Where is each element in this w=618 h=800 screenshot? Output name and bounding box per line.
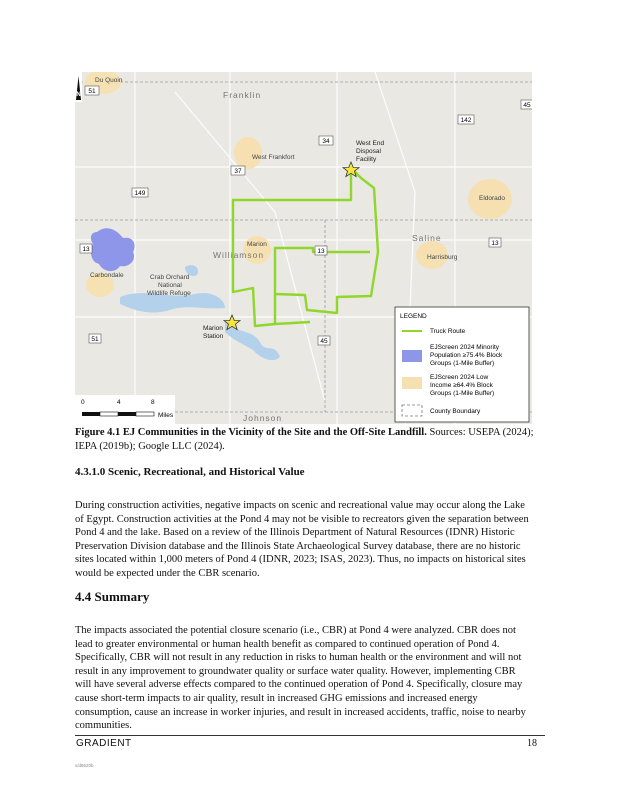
route-37-shield: 37 — [234, 168, 242, 175]
route-34-shield: 34 — [322, 138, 330, 145]
figure-caption-sources-2: IEPA (2019b); Google LLC (2024). — [75, 441, 225, 452]
para1-line: Preservation Division database and the Illinois State Archaeological Survey database, there are no historic — [75, 540, 521, 552]
map-legend — [395, 307, 529, 422]
scale-tick-4: 4 — [117, 399, 121, 406]
section-44-paragraph — [75, 624, 553, 733]
para2-line: communities. — [75, 720, 132, 732]
north-label: N — [76, 92, 81, 98]
scale-bar — [75, 395, 175, 424]
label-saline: Saline — [412, 233, 442, 243]
para2-line: cause short-term impacts to air quality, result in increased GHG emissions and increased energy — [75, 692, 478, 704]
label-west-frankfort: West Frankfort — [252, 154, 295, 161]
para1-line: of Egypt. Construction activities at the Pond 4 may not be visible to recreators given the separation between — [75, 513, 529, 525]
legend-lowincome-swatch — [402, 377, 422, 389]
legend-county: County Boundary — [430, 408, 481, 415]
legend-minority-swatch — [402, 350, 422, 362]
para1-line: sites located within 1,000 meters of Pond 4 (IDNR, 2023; ISAS, 2023). Thus, no impacts on historical sites — [75, 554, 526, 566]
label-carbondale: Carbondale — [90, 272, 124, 279]
route-51-shield: 51 — [88, 88, 96, 95]
legend-lowincome-2: Income ≥64.4% Block — [430, 382, 493, 389]
route-45-south-shield: 45 — [320, 338, 328, 345]
label-crab-orchard-3: Wildlife Refuge — [147, 290, 191, 297]
label-marion: Marion — [247, 241, 267, 248]
label-du-quoin: Du Quoin — [95, 77, 123, 84]
scale-tick-8: 8 — [151, 399, 155, 406]
para2-line: lead to greater environmental or human health benefit as compared to continued operation of Pond 4. — [75, 638, 500, 650]
ej-communities-map — [75, 72, 532, 424]
label-williamson: Williamson — [213, 250, 265, 260]
section-431-paragraph — [75, 499, 553, 581]
route-149-shield: 149 — [134, 190, 146, 197]
label-eldorado: Eldorado — [479, 195, 506, 202]
para2-line: Specifically, CBR will not result in any reduction in risks to human health or the environment and will not — [75, 652, 522, 664]
para1-line: Pond 4 and the lake. Based on a review of the Illinois Department of Natural Resources (IDNR) Historic — [75, 527, 515, 539]
label-west-end-3: Facility — [356, 156, 377, 163]
legend-lowincome-1: EJScreen 2024 Low — [430, 374, 489, 381]
label-marion-station-1: Marion — [203, 325, 223, 332]
label-johnson: Johnson — [243, 413, 283, 423]
figure-caption-label: Figure 4.1 EJ Communities in the Vicinity of the Site and the Off-Site Landfill. — [75, 427, 427, 438]
label-crab-orchard-2: National — [158, 282, 182, 289]
para1-line: During construction activities, negative impacts on scenic and recreational value may occur along the Lake — [75, 500, 525, 511]
scale-tick-0: 0 — [81, 399, 85, 406]
legend-minority-1: EJScreen 2024 Minority — [430, 344, 500, 351]
footer-company: GRADIENT — [76, 738, 132, 749]
para2-line: The impacts associated the potential closure scenario (i.e., CBR) at Pond 4 were analyzed. CBR does not — [75, 625, 516, 636]
legend-county-swatch — [402, 405, 422, 416]
route-13-mid-shield: 13 — [317, 248, 325, 255]
para2-line: consumption, cause an increase in worker injuries, and result in increased accidents, traffic, noise to nearby — [75, 706, 526, 718]
figure-caption — [75, 426, 545, 454]
legend-truck-route: Truck Route — [430, 328, 466, 335]
para2-line: result in any improvement to groundwater quality or surface water quality. However, implementing CBR — [75, 665, 516, 677]
section-44-heading: 4.4 Summary — [75, 589, 150, 604]
route-13-east-shield: 13 — [491, 240, 499, 247]
label-harrisburg: Harrisburg — [427, 254, 458, 261]
label-franklin: Franklin — [223, 90, 262, 100]
legend-title: LEGEND — [400, 313, 427, 320]
legend-minority-2: Population ≥75.4% Block — [430, 352, 503, 359]
scale-unit: Miles — [158, 412, 174, 419]
label-west-end-2: Disposal — [356, 148, 381, 155]
legend-minority-3: Groups (1-Mile Buffer) — [430, 360, 495, 367]
label-marion-station-2: Station — [203, 333, 224, 340]
label-west-end-1: West End — [356, 140, 385, 147]
figure-caption-sources-1: Sources: USEPA (2024); — [426, 427, 534, 438]
route-45-shield: 45 — [523, 102, 531, 109]
route-142-shield: 142 — [460, 117, 472, 124]
lowincome-area — [234, 137, 262, 169]
route-13-west-shield: 13 — [82, 246, 90, 253]
para1-line: would be expected under the CBR scenario. — [75, 567, 260, 579]
footer-rule — [75, 735, 545, 736]
para2-line: will have several adverse effects compared to the continued operation of Pond 4. Specifically, closure may — [75, 679, 523, 691]
route-51-south-shield: 51 — [91, 336, 99, 343]
north-arrow — [75, 72, 82, 102]
legend-lowincome-3: Groups (1-Mile Buffer) — [430, 390, 495, 397]
label-crab-orchard-1: Crab Orchard — [150, 274, 190, 281]
page-number: 18 — [527, 738, 537, 749]
section-431-heading: 4.3.1.0 Scenic, Recreational, and Historical Value — [75, 466, 305, 478]
document-id: v/d8620b — [75, 763, 94, 768]
